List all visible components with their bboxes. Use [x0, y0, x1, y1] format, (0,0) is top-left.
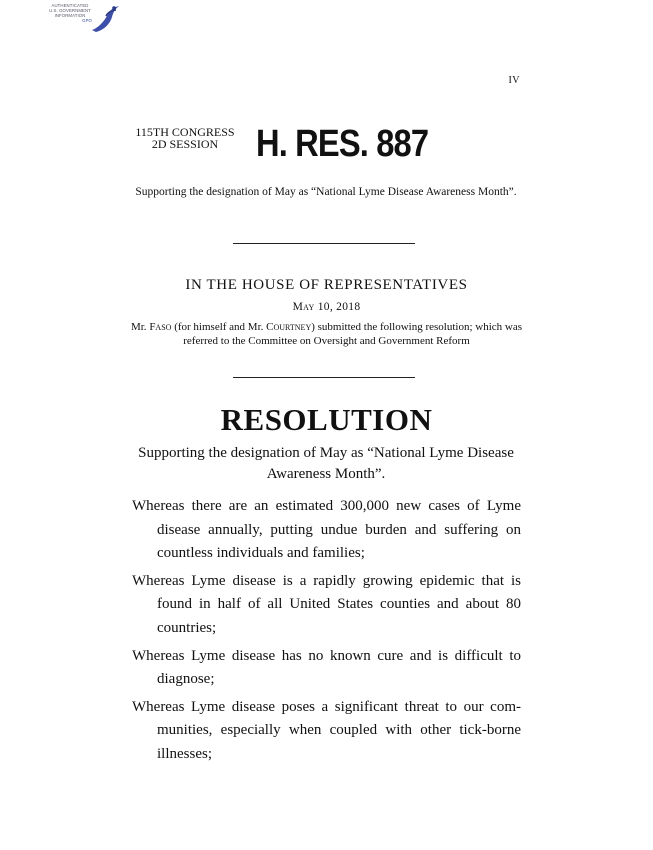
chamber-heading: IN THE HOUSE OF REPRESENTATIVES	[185, 277, 468, 293]
introduction-date: May 10, 2018	[292, 301, 361, 313]
sponsor-name: Faso	[149, 321, 172, 333]
congress-session	[130, 126, 240, 150]
resolution-title: Supporting the designation of May as “National Lyme Disease Awareness Month”.	[138, 445, 514, 482]
session-number: 2D SESSION	[151, 137, 219, 151]
whereas-clause: Whereas there are an estimated 300,000 new cases of Lyme disease annually, putting undue burden and suffering on countless individuals and families;	[132, 498, 521, 562]
resolution-heading: RESOLUTION	[220, 402, 433, 437]
whereas-clauses	[132, 495, 521, 771]
divider-top	[233, 243, 415, 244]
congress-number: 115TH CONGRESS	[135, 125, 235, 139]
divider-bottom	[233, 377, 415, 378]
whereas-clause: Whereas Lyme disease has no known cure and is difficult to diagnose;	[132, 647, 521, 688]
eagle-icon	[88, 2, 122, 36]
sponsor-statement: Mr. Faso (for himself and Mr. Courtney) submitted the following resolution; which was referred to the Committee on Oversight and Government Reform	[130, 321, 523, 347]
whereas-clause: Whereas Lyme disease poses a significant threat to our com-munities, especially when coupled with other tick-borne illnesses;	[132, 698, 521, 762]
cosponsor-name: Courtney	[266, 321, 312, 333]
gpo-logo-text: AUTHENTICATED U.S. GOVERNMENT INFORMATION GPO	[49, 3, 92, 23]
whereas-clause: Whereas Lyme disease is a rapidly growing epidemic that is found in half of all United States counties and about 80 countries;	[132, 572, 521, 636]
bill-version: IV	[508, 75, 520, 86]
gpo-authentication-logo	[48, 2, 120, 36]
bill-number: H. RES. 887	[256, 123, 429, 165]
bill-short-title: Supporting the designation of May as “National Lyme Disease Awareness Month”.	[135, 186, 517, 198]
